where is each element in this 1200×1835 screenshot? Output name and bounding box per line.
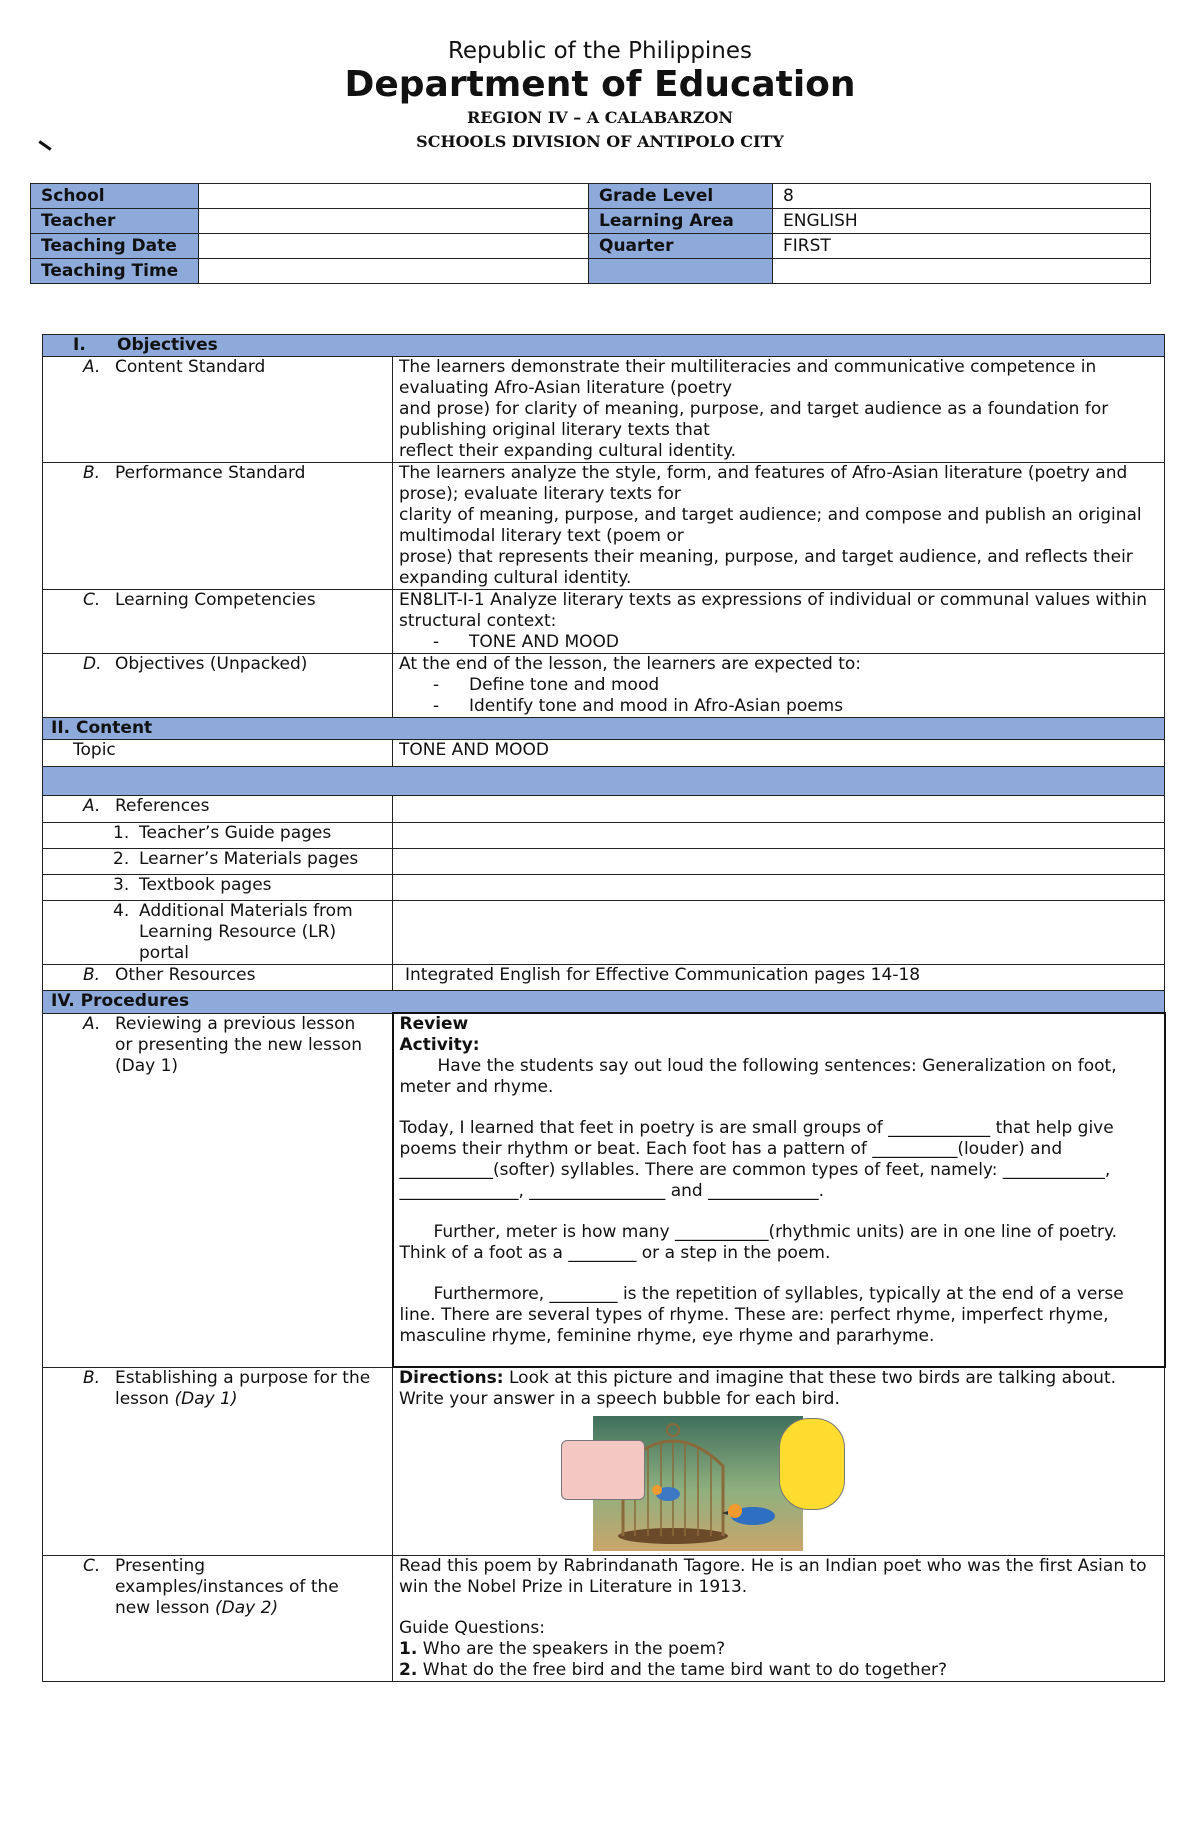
grade-label: Grade Level — [589, 184, 773, 209]
marker: B. — [83, 1367, 101, 1388]
question-number: 1. — [399, 1638, 418, 1659]
label-text: References — [115, 796, 210, 816]
guide-question — [399, 1660, 1158, 1681]
teacher-label: Teacher — [31, 209, 199, 234]
time-value[interactable] — [199, 259, 589, 284]
day-text: (Day 2) — [215, 1597, 279, 1618]
text-line: reflect their expanding cultural identity. — [399, 441, 737, 461]
guide-question — [399, 1639, 1158, 1660]
date-label: Teaching Date — [31, 234, 199, 259]
marker: D. — [83, 654, 102, 674]
other-resources-value: Integrated English for Effective Communication pages 14-18 — [393, 965, 1165, 991]
teacher-value[interactable] — [199, 209, 589, 234]
info-row-2 — [31, 209, 1151, 234]
empty-value[interactable] — [773, 259, 1151, 284]
label-text: Objectives (Unpacked) — [115, 654, 308, 674]
republic-line: Republic of the Philippines — [447, 38, 753, 64]
info-row-3 — [31, 234, 1151, 259]
resource-label — [43, 875, 393, 901]
performance-standard-text — [393, 463, 1165, 590]
marker: A. — [83, 1013, 101, 1034]
presenting-text: Read this poem by Rabrindanath Tagore. He is an Indian poet who was the first Asian to win the Nobel Prize in Literature in 1913. — [399, 1555, 1147, 1597]
purpose-label — [43, 1367, 393, 1555]
activity-title: Activity: — [399, 1035, 480, 1055]
procedures-heading: IV. Procedures — [43, 991, 1165, 1014]
label-text: Other Resources — [115, 965, 256, 985]
marker: 1. — [113, 823, 130, 843]
competencies-label — [43, 590, 393, 654]
text-line: EN8LIT-I-1 Analyze literary texts as expressions of individual or communal values within structural context: — [399, 590, 1148, 631]
resource-value — [393, 901, 1165, 965]
unpacked-objectives-text — [393, 654, 1165, 718]
purpose-row — [43, 1367, 1165, 1555]
school-label: School — [31, 184, 199, 209]
presenting-content — [393, 1555, 1165, 1681]
objectives-heading-text: Objectives — [117, 335, 218, 355]
unpacked-objectives-label — [43, 654, 393, 718]
marker: B. — [83, 965, 101, 985]
text-line: prose) that represents their meaning, purpose, and target audience, and reflects their expanding cultural identity. — [399, 547, 1133, 588]
content-heading: II. Content — [43, 718, 1165, 740]
presenting-label — [43, 1555, 393, 1681]
resource-row — [43, 901, 1165, 965]
list-item: - TONE AND MOOD — [433, 632, 619, 652]
question-number: 2. — [399, 1659, 418, 1680]
marker: A. — [83, 796, 101, 816]
area-label: Learning Area — [589, 209, 773, 234]
text-line: The learners analyze the style, form, and features of Afro-Asian literature (poetry and prose); evaluate literary texts for — [399, 463, 1128, 504]
performance-standard-row — [43, 463, 1165, 590]
birds-illustration — [399, 1416, 1158, 1551]
objectives-heading-num: I. — [73, 335, 86, 355]
resource-value — [393, 823, 1165, 849]
directions-text: Look at this picture and imagine that these two birds are talking about. Write your answer in a speech bubble for each bird. — [399, 1368, 1117, 1409]
resource-row — [43, 823, 1165, 849]
other-resources-row — [43, 965, 1165, 991]
resource-row — [43, 875, 1165, 901]
text-line: The learners demonstrate their multiliteracies and communicative competence in evaluating Afro-Asian literature (poetry — [399, 357, 1097, 398]
label-text: Content Standard — [115, 357, 266, 377]
label-text: Presenting examples/instances of the new lesson — [115, 1555, 339, 1618]
info-table — [30, 183, 1151, 284]
content-standard-label — [43, 357, 393, 463]
review-label — [43, 1013, 393, 1367]
speech-bubble-pink — [561, 1440, 645, 1500]
grade-value[interactable]: 8 — [773, 184, 1151, 209]
list-item-text: TONE AND MOOD — [469, 632, 619, 652]
review-paragraph: Further, meter is how many ___________(rhythmic units) are in one line of poetry. Think of a foot as a ________ or a step in the poem. — [399, 1222, 1118, 1263]
review-title: Review — [399, 1014, 469, 1034]
content-standard-text — [393, 357, 1165, 463]
quarter-label: Quarter — [589, 234, 773, 259]
marker: A. — [83, 357, 101, 377]
resource-label — [43, 849, 393, 875]
performance-standard-label — [43, 463, 393, 590]
label-text: Learning Competencies — [115, 590, 316, 610]
list-item-text: Identify tone and mood in Afro-Asian poems — [469, 696, 844, 716]
presenting-row — [43, 1555, 1165, 1681]
marker: 2. — [113, 849, 130, 869]
area-value[interactable]: ENGLISH — [773, 209, 1151, 234]
other-resources-label — [43, 965, 393, 991]
department-title: Department of Education — [344, 64, 856, 105]
day-text: (Day 1) — [174, 1388, 238, 1409]
marker: 3. — [113, 875, 130, 895]
objectives-heading — [43, 335, 1165, 357]
empty-label — [589, 259, 773, 284]
guide-questions-label: Guide Questions: — [399, 1617, 545, 1638]
competencies-text — [393, 590, 1165, 654]
text-line: At the end of the lesson, the learners are expected to: — [399, 654, 862, 674]
procedures-heading-row — [43, 991, 1165, 1014]
resource-label — [43, 901, 393, 965]
resource-value — [393, 849, 1165, 875]
activity-text: Have the students say out loud the following sentences: Generalization on foot, meter and rhyme. — [399, 1056, 1117, 1097]
blank-section-bar — [43, 767, 1165, 796]
topic-row — [43, 740, 1165, 767]
date-value[interactable] — [199, 234, 589, 259]
school-value[interactable] — [199, 184, 589, 209]
list-item-text: Define tone and mood — [469, 675, 660, 695]
review-paragraph: Today, I learned that feet in poetry is are small groups of ____________ that help give poems their rhythm or beat. Each foot has a pattern of __________(louder) and ___________(softer) syllables. There are common types of feet, namely: ____________, ______________, ________________ and _____________. — [399, 1118, 1114, 1201]
text-line: and prose) for clarity of meaning, purpose, and target audience as a foundation for publishing original literary texts that — [399, 399, 1109, 440]
topic-value: TONE AND MOOD — [393, 740, 1165, 767]
unpacked-objectives-row — [43, 654, 1165, 718]
marker: 4. — [113, 901, 130, 921]
label-text: Additional Materials from Learning Resource (LR) portal — [139, 901, 353, 963]
quarter-value[interactable]: FIRST — [773, 234, 1151, 259]
blank-section-row — [43, 767, 1165, 796]
info-row-4 — [31, 259, 1151, 284]
review-row — [43, 1013, 1165, 1367]
text-line: clarity of meaning, purpose, and target audience; and compose and publish an original multimodal literary text (poem or — [399, 505, 1142, 546]
marker: C. — [83, 1555, 101, 1576]
division-line: SCHOOLS DIVISION OF ANTIPOLO CITY — [416, 132, 784, 151]
question-text: What do the free bird and the tame bird want to do together? — [422, 1659, 948, 1680]
references-value — [393, 796, 1165, 823]
list-item: - Identify tone and mood in Afro-Asian poems — [433, 696, 844, 716]
content-standard-row — [43, 357, 1165, 463]
references-row — [43, 796, 1165, 823]
info-row-1 — [31, 184, 1151, 209]
speech-bubble-yellow — [779, 1418, 845, 1510]
objectives-heading-row — [43, 335, 1165, 357]
content-heading-row — [43, 718, 1165, 740]
marker: B. — [83, 463, 101, 483]
label-text: Textbook pages — [139, 875, 272, 895]
lesson-plan-table — [42, 334, 1166, 1682]
topic-label: Topic — [43, 740, 393, 767]
resource-label — [43, 823, 393, 849]
label-text: Teacher’s Guide pages — [139, 823, 332, 843]
review-content — [393, 1013, 1165, 1367]
resource-row — [43, 849, 1165, 875]
time-label: Teaching Time — [31, 259, 199, 284]
label-text: Reviewing a previous lesson or presenting the new lesson (Day 1) — [115, 1013, 363, 1076]
resource-value — [393, 875, 1165, 901]
region-line: REGION IV – A CALABARZON — [466, 108, 734, 127]
list-item: - Define tone and mood — [433, 675, 660, 695]
competencies-row — [43, 590, 1165, 654]
review-paragraph: Furthermore, ________ is the repetition of syllables, typically at the end of a verse line. There are several types of rhyme. These are: perfect rhyme, imperfect rhyme, masculine rhyme, feminine rhyme, eye rhyme and pararhyme. — [399, 1284, 1124, 1346]
purpose-content — [393, 1367, 1165, 1555]
references-label — [43, 796, 393, 823]
question-text: Who are the speakers in the poem? — [422, 1638, 726, 1659]
label-text: Learner’s Materials pages — [139, 849, 359, 869]
label-text: Establishing a purpose for the lesson — [115, 1367, 371, 1409]
directions-label: Directions: — [399, 1368, 504, 1388]
label-text: Performance Standard — [115, 463, 306, 483]
marker: C. — [83, 590, 101, 610]
